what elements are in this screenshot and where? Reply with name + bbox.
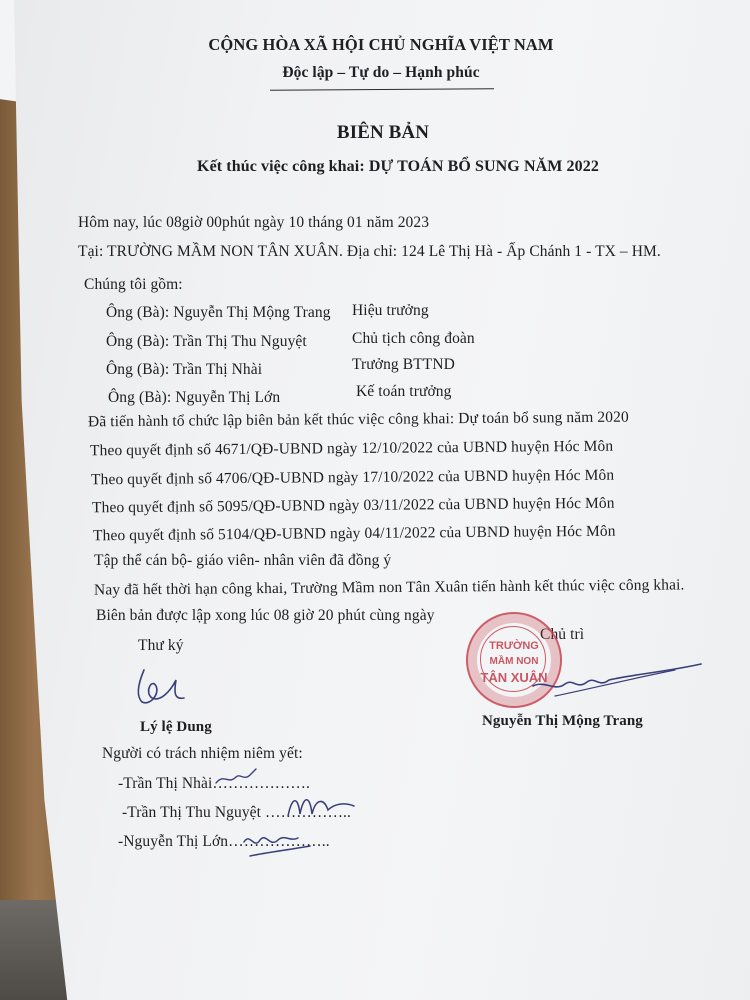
posting-person: -Trần Thị Nhài……………….: [118, 775, 310, 792]
country-heading: CỘNG HÒA XÃ HỘI CHỦ NGHĨA VIỆT NAM: [208, 35, 554, 54]
chair-name: Nguyễn Thị Mộng Trang: [482, 713, 643, 729]
chair-signature: [525, 660, 715, 710]
posting-signature: [210, 765, 270, 791]
member-name: Ông (Bà): Trần Thị Thu Nguyệt: [106, 333, 307, 350]
member-name: Ông (Bà): Nguyễn Thị Lớn: [108, 389, 281, 406]
posting-signature: [280, 786, 360, 826]
motto: Độc lập – Tự do – Hạnh phúc: [282, 64, 480, 81]
posting-label: Người có trách nhiệm niêm yết:: [102, 745, 303, 762]
stamp-text: MẦM NON: [489, 656, 539, 667]
members-intro: Chúng tôi gồm:: [84, 276, 183, 293]
body-line: Nay đã hết thời hạn công khai, Trường Mầm non Tân Xuân tiến hành kết thúc việc công khai.: [93, 576, 685, 599]
posting-signature: [238, 828, 318, 862]
member-role: Trưởng BTTND: [352, 356, 455, 373]
decision-line: Theo quyết định số 5095/QĐ-UBND ngày 03/11/2022 của UBND huyện Hóc Môn: [91, 494, 615, 517]
member-name: Ông (Bà): Nguyễn Thị Mộng Trang: [106, 304, 331, 321]
posting-person: -Trần Thị Thu Nguyệt ……………..: [122, 804, 351, 821]
decision-line: Theo quyết định số 4671/QĐ-UBND ngày 12/10/2022 của UBND huyện Hóc Môn: [89, 437, 614, 460]
secretary-signature: [130, 664, 200, 710]
decision-line: Theo quyết định số 4706/QĐ-UBND ngày 17/10/2022 của UBND huyện Hóc Môn: [90, 466, 615, 489]
place-line: Tại: TRƯỜNG MẦM NON TÂN XUÂN. Địa chỉ: 124 Lê Thị Hà - Ấp Chánh 1 - TX – HM.: [78, 243, 661, 260]
body-line: Đã tiến hành tổ chức lập biên bản kết thúc việc công khai: Dự toán bổ sung năm 2020: [87, 408, 629, 431]
body-line: Biên bản được lập xong lúc 08 giờ 20 phút cùng ngày: [96, 607, 435, 624]
member-role: Kế toán trưởng: [356, 383, 452, 400]
secretary-label: Thư ký: [138, 637, 184, 654]
chair-label: Chủ trì: [540, 626, 585, 643]
posting-person: -Nguyễn Thị Lớn………………..: [118, 833, 330, 850]
member-name: Ông (Bà): Trần Thị Nhài: [106, 361, 263, 378]
date-line: Hôm nay, lúc 08giờ 00phút ngày 10 tháng 01 năm 2023: [78, 214, 430, 231]
secretary-name: Lý lệ Dung: [140, 719, 212, 735]
stamp-text: TRƯỜNG: [489, 640, 539, 652]
document-subtitle: Kết thúc việc công khai: DỰ TOÁN BỔ SUNG NĂM 2022: [197, 158, 599, 175]
decision-line: Theo quyết định số 5104/QĐ-UBND ngày 04/11/2022 của UBND huyện Hóc Môn: [92, 522, 616, 545]
stamp-text: TÂN XUÂN: [480, 670, 548, 685]
document-title: BIÊN BẢN: [336, 122, 430, 143]
body-line: Tập thể cán bộ- giáo viên- nhân viên đã đồng ý: [94, 552, 392, 569]
member-role: Hiệu trưởng: [352, 302, 429, 319]
member-role: Chủ tịch công đoàn: [352, 330, 475, 347]
